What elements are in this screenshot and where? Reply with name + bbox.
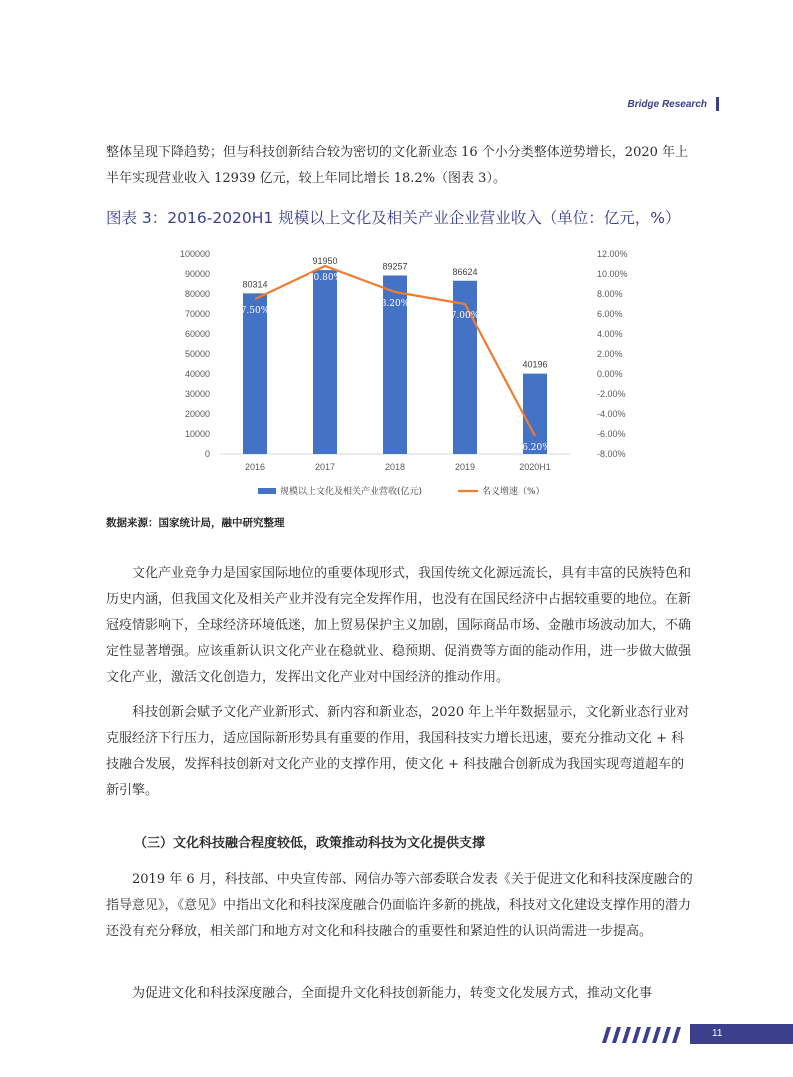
footer-stripes	[596, 1026, 688, 1044]
body-paragraph: 2019 年 6 月，科技部、中央宣传部、网信办等六部委联合发表《关于促进文化和科技深度融合的指导意见》，《意见》中指出文化和科技深度融合仍面临许多新的挑战，科技对文化建设支撑作用的潜力还没有充分释放，相关部门和地方对文化和科技融合的重要性和紧迫性的认识尚需进一步提高。	[106, 872, 693, 939]
bar	[243, 293, 267, 454]
bar	[313, 270, 337, 454]
right-axis-tick-label: -6.00%	[597, 429, 626, 439]
left-axis-tick-label: 40000	[184, 369, 210, 379]
body-paragraph: 为促进文化和科技深度融合，全面提升文化科技创新能力，转变文化发展方式，推动文化事	[132, 986, 653, 1001]
left-axis-tick-label: 10000	[184, 429, 210, 439]
right-axis-tick-label: 0.00%	[597, 369, 623, 379]
right-axis-tick-label: 6.00%	[597, 309, 623, 319]
right-axis-tick-label: -8.00%	[597, 449, 626, 459]
left-axis-tick-label: 50000	[184, 349, 210, 359]
left-axis-tick-label: 90000	[184, 269, 210, 279]
line-value-label: 10.80%	[307, 273, 343, 283]
line-value-label: 8.20%	[380, 299, 410, 309]
line-value-label: 7.50%	[240, 306, 270, 316]
x-axis-tick-label: 2017	[314, 462, 336, 472]
line-value-label: -6.20%	[519, 443, 551, 453]
right-axis-tick-label: 12.00%	[597, 249, 628, 259]
left-axis-tick-label: 80000	[184, 289, 210, 299]
header-brand: Bridge Research	[627, 99, 707, 110]
bar-series	[240, 270, 547, 454]
x-axis-tick-label: 2019	[454, 462, 476, 472]
right-axis-tick-label: 4.00%	[597, 329, 623, 339]
x-axis-tick-label: 2020H1	[519, 462, 551, 472]
left-axis-tick-label: 0	[204, 449, 210, 459]
bar-value-label: 86624	[452, 266, 478, 277]
legend-line-label: 名义增速（%）	[482, 487, 545, 497]
revenue-chart	[160, 238, 640, 503]
bar	[453, 281, 477, 454]
line-value-label: 7.00%	[450, 311, 480, 321]
x-axis-tick-label: 2018	[384, 462, 406, 472]
figure-source: 数据来源：国家统计局，融中研究整理	[106, 517, 285, 529]
bar-value-label: 40196	[522, 359, 548, 370]
right-axis-tick-label: 2.00%	[597, 349, 623, 359]
section-heading: （三）文化科技融合程度较低，政策推动科技为文化提供支撑	[134, 836, 486, 851]
legend-bar-swatch	[258, 488, 276, 494]
bar	[523, 374, 547, 454]
chart-legend	[258, 485, 545, 497]
x-axis-tick-label: 2016	[244, 462, 266, 472]
page-number: 11	[690, 1024, 793, 1044]
right-axis-tick-label: 10.00%	[597, 269, 628, 279]
right-axis-tick-label: -2.00%	[597, 389, 626, 399]
body-paragraph: 科技创新会赋予文化产业新形式、新内容和新业态，2020 年上半年数据显示，文化新业态行业对克服经济下行压力，适应国际新形势具有重要的作用，我国科技实力增长迅速，要充分推动文化 + 科技融合发展，发挥科技创新对文化产业的支撑作用，使文化 + 科技融合创新成为我国实现弯道超车的新引擎。	[106, 705, 690, 798]
intro-paragraph: 整体呈现下降趋势；但与科技创新结合较为密切的文化新业态 16 个小分类整体逆势增长，2020 年上半年实现营业收入 12939 亿元，较上年同比增长 18.2%（图表 3）。	[106, 145, 689, 186]
right-axis	[597, 249, 628, 459]
left-axis-tick-label: 20000	[184, 409, 210, 419]
header-accent-bar	[716, 97, 719, 111]
bar-value-label: 89257	[382, 261, 408, 272]
body-paragraph: 文化产业竞争力是国家国际地位的重要体现形式，我国传统文化源远流长，具有丰富的民族特色和历史内涵，但我国文化及相关产业并没有完全发挥作用，也没有在国民经济中占据较重要的地位。在新冠疫情影响下，全球经济环境低迷，加上贸易保护主义加剧，国际商品市场、金融市场波动加大，不确定性显著增强。应该重新认识文化产业在稳就业、稳预期、促消费等方面的能动作用，进一步做大做强文化产业，激活文化创造力，发挥出文化产业对中国经济的推动作用。	[106, 566, 692, 685]
right-axis-tick-label: -4.00%	[597, 409, 626, 419]
legend-bar-label: 规模以上文化及相关产业营收(亿元)	[280, 487, 423, 497]
bar-value-label: 91950	[312, 256, 338, 267]
right-axis-tick-label: 8.00%	[597, 289, 623, 299]
bar-value-label: 80314	[242, 279, 268, 290]
left-axis-tick-label: 30000	[184, 389, 210, 399]
left-axis-tick-label: 70000	[184, 309, 210, 319]
left-axis	[180, 249, 210, 459]
left-axis-tick-label: 60000	[184, 329, 210, 339]
left-axis-tick-label: 100000	[179, 249, 210, 259]
figure-title: 图表 3：2016-2020H1 规模以上文化及相关产业企业营业收入（单位：亿元，%）	[106, 209, 681, 227]
x-axis	[220, 454, 570, 472]
